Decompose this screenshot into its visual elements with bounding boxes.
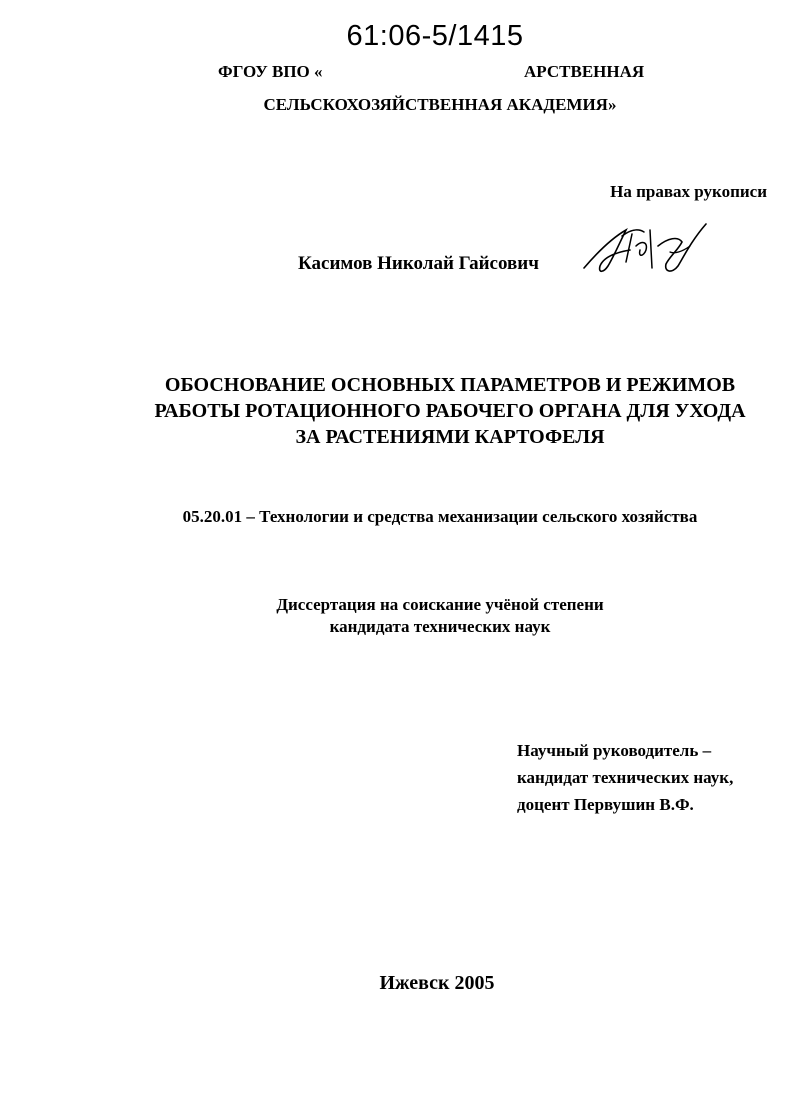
thesis-title <box>100 372 797 450</box>
author-name: Касимов Николай Гайсович <box>298 253 539 274</box>
place-and-year: Ижевск 2005 <box>379 972 495 994</box>
degree-line: кандидата технических наук <box>329 617 551 636</box>
thesis-title-line: ЗА РАСТЕНИЯМИ КАРТОФЕЛЯ <box>295 426 605 448</box>
thesis-title-line: РАБОТЫ РОТАЦИОННОГО РАБОЧЕГО ОРГАНА ДЛЯ УХОДА <box>154 400 746 422</box>
scientific-supervisor <box>517 737 733 818</box>
institution-name-left: ФГОУ ВПО « <box>218 62 323 81</box>
signature-icon <box>574 216 714 282</box>
institution-name-right: АРСТВЕННАЯ <box>524 62 645 81</box>
supervisor-line: доцент Первушин В.Ф. <box>517 795 694 814</box>
catalog-number: 61:06-5/1415 <box>346 20 524 52</box>
thesis-title-line: ОБОСНОВАНИЕ ОСНОВНЫХ ПАРАМЕТРОВ И РЕЖИМОВ <box>164 374 736 396</box>
specialty-code: 05.20.01 – Технологии и средства механизации сельского хозяйства <box>182 507 698 526</box>
supervisor-line: кандидат технических наук, <box>517 768 734 787</box>
supervisor-line: Научный руководитель – <box>517 741 712 760</box>
degree-statement <box>0 594 797 638</box>
degree-line: Диссертация на соискание учёной степени <box>276 595 604 614</box>
institution-name-line2: СЕЛЬСКОХОЗЯЙСТВЕННАЯ АКАДЕМИЯ» <box>263 95 617 114</box>
manuscript-rights-note: На правах рукописи <box>610 182 767 201</box>
